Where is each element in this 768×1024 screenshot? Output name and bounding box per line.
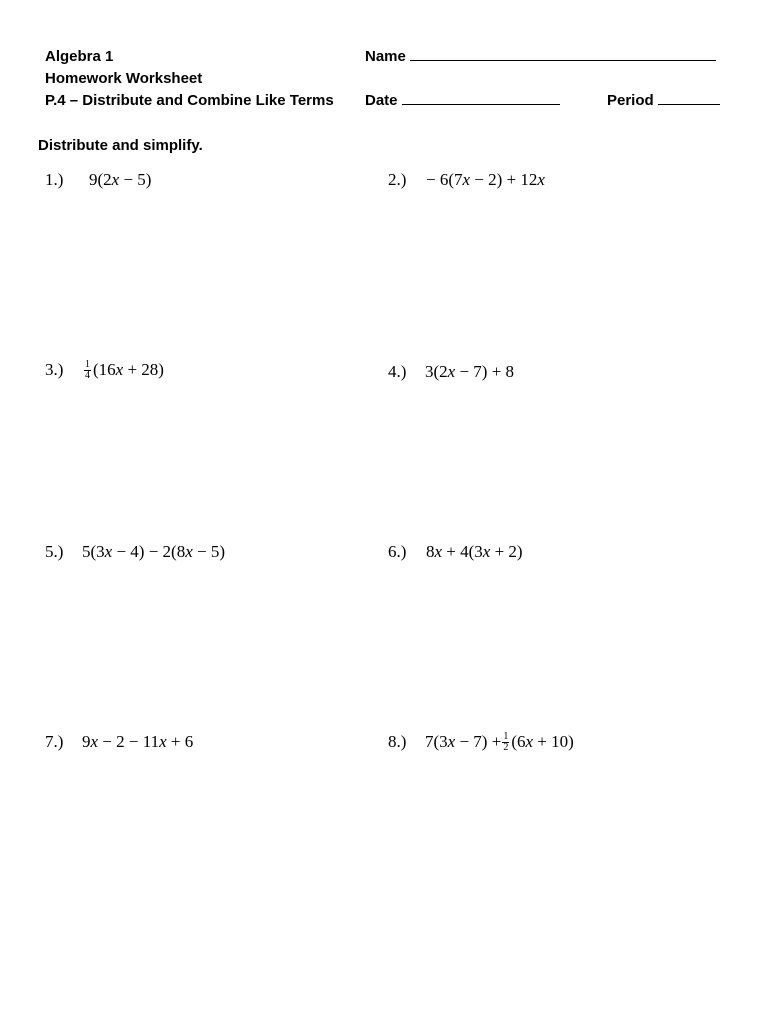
problem-expression: 8x + 4(3x + 2) — [426, 542, 523, 561]
lesson-title: P.4 – Distribute and Combine Like Terms — [45, 92, 334, 109]
problem-number: 8.) — [388, 732, 407, 751]
problem-expression: 9x − 2 − 11x + 6 — [82, 732, 194, 751]
problem-number: 2.) — [388, 170, 407, 189]
course-title: Algebra 1 — [45, 48, 114, 65]
period-blank[interactable] — [658, 92, 720, 105]
problem-number: 1.) — [45, 170, 64, 189]
date-field[interactable] — [365, 90, 560, 112]
problem-8 — [388, 731, 574, 754]
date-blank[interactable] — [402, 92, 560, 105]
problem-number: 5.) — [45, 542, 64, 561]
worksheet-type: Homework Worksheet — [45, 70, 203, 87]
problem-2 — [388, 169, 545, 191]
name-field[interactable] — [365, 46, 716, 68]
problem-6 — [388, 541, 523, 563]
problem-expression: 9(2x − 5) — [89, 170, 152, 189]
problem-expression-b: (6x + 10) — [511, 732, 574, 751]
problem-expression: (16x + 28) — [93, 360, 164, 379]
problem-7 — [45, 731, 193, 753]
problem-4 — [388, 361, 514, 383]
name-label: Name — [365, 48, 406, 65]
problem-1 — [45, 169, 151, 191]
problem-expression: 3(2x − 7) + 8 — [425, 362, 515, 381]
name-blank[interactable] — [410, 48, 716, 61]
problem-expression: 5(3x − 4) − 2(8x − 5) — [82, 542, 226, 561]
problem-5 — [45, 541, 225, 563]
problem-number: 7.) — [45, 732, 64, 751]
problem-number: 4.) — [388, 362, 407, 381]
date-label: Date — [365, 92, 398, 109]
problem-expression-a: 7(3x − 7) + — [425, 732, 502, 751]
fraction-one-half: $\frac{1}{2}$ — [503, 730, 509, 753]
period-field[interactable] — [607, 90, 720, 112]
problem-3 — [45, 359, 164, 382]
problem-number: 3.) — [45, 360, 64, 379]
instructions: Distribute and simplify. — [38, 137, 203, 154]
period-label: Period — [607, 92, 654, 109]
problem-expression: − 6(7x − 2) + 12x — [426, 170, 545, 189]
problem-number: 6.) — [388, 542, 407, 561]
fraction-one-fourth: $\frac{1}{4}$ — [85, 358, 90, 381]
